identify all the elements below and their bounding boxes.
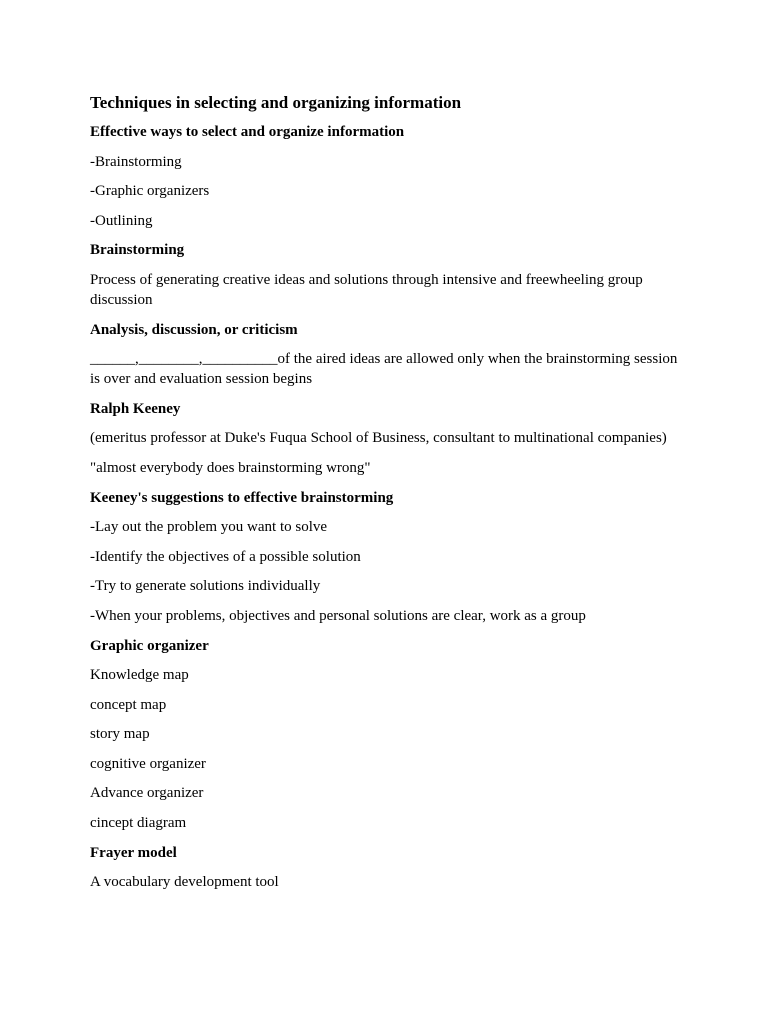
paragraph: A vocabulary development tool (90, 874, 279, 891)
paragraph: -Outlining (90, 212, 153, 229)
paragraph: ______,________,__________of the aired ideas are allowed only when the brainstorming session is over and evaluation session begins (90, 351, 678, 388)
paragraph: cognitive organizer (90, 755, 206, 772)
section-heading: Ralph Keeney (90, 400, 181, 417)
section-heading: Brainstorming (90, 242, 185, 259)
section-heading: Keeney's suggestions to effective brainstorming (90, 489, 394, 506)
paragraph: -Brainstorming (90, 153, 182, 170)
paragraph: -When your problems, objectives and personal solutions are clear, work as a group (90, 607, 586, 624)
paragraph: -Try to generate solutions individually (90, 578, 321, 595)
section-heading: Analysis, discussion, or criticism (90, 321, 298, 338)
paragraph: Knowledge map (90, 667, 189, 684)
paragraph: -Lay out the problem you want to solve (90, 519, 328, 536)
paragraph: (emeritus professor at Duke's Fuqua School of Business, consultant to multinational companies) (90, 430, 667, 447)
paragraph: -Graphic organizers (90, 183, 210, 200)
document-title: Techniques in selecting and organizing information (90, 93, 462, 112)
paragraph: Advance organizer (90, 785, 204, 802)
section-heading: Effective ways to select and organize information (90, 124, 405, 140)
section-heading: Graphic organizer (90, 637, 209, 654)
paragraph: Process of generating creative ideas and solutions through intensive and freewheeling group discussion (90, 271, 643, 308)
document-body (90, 122, 690, 892)
paragraph: story map (90, 726, 150, 743)
paragraph: -Identify the objectives of a possible solution (90, 548, 361, 565)
paragraph: cincept diagram (90, 815, 187, 832)
paragraph: "almost everybody does brainstorming wrong" (90, 459, 371, 476)
section-heading: Frayer model (90, 844, 177, 861)
document-page (90, 92, 690, 902)
paragraph: concept map (90, 696, 167, 713)
